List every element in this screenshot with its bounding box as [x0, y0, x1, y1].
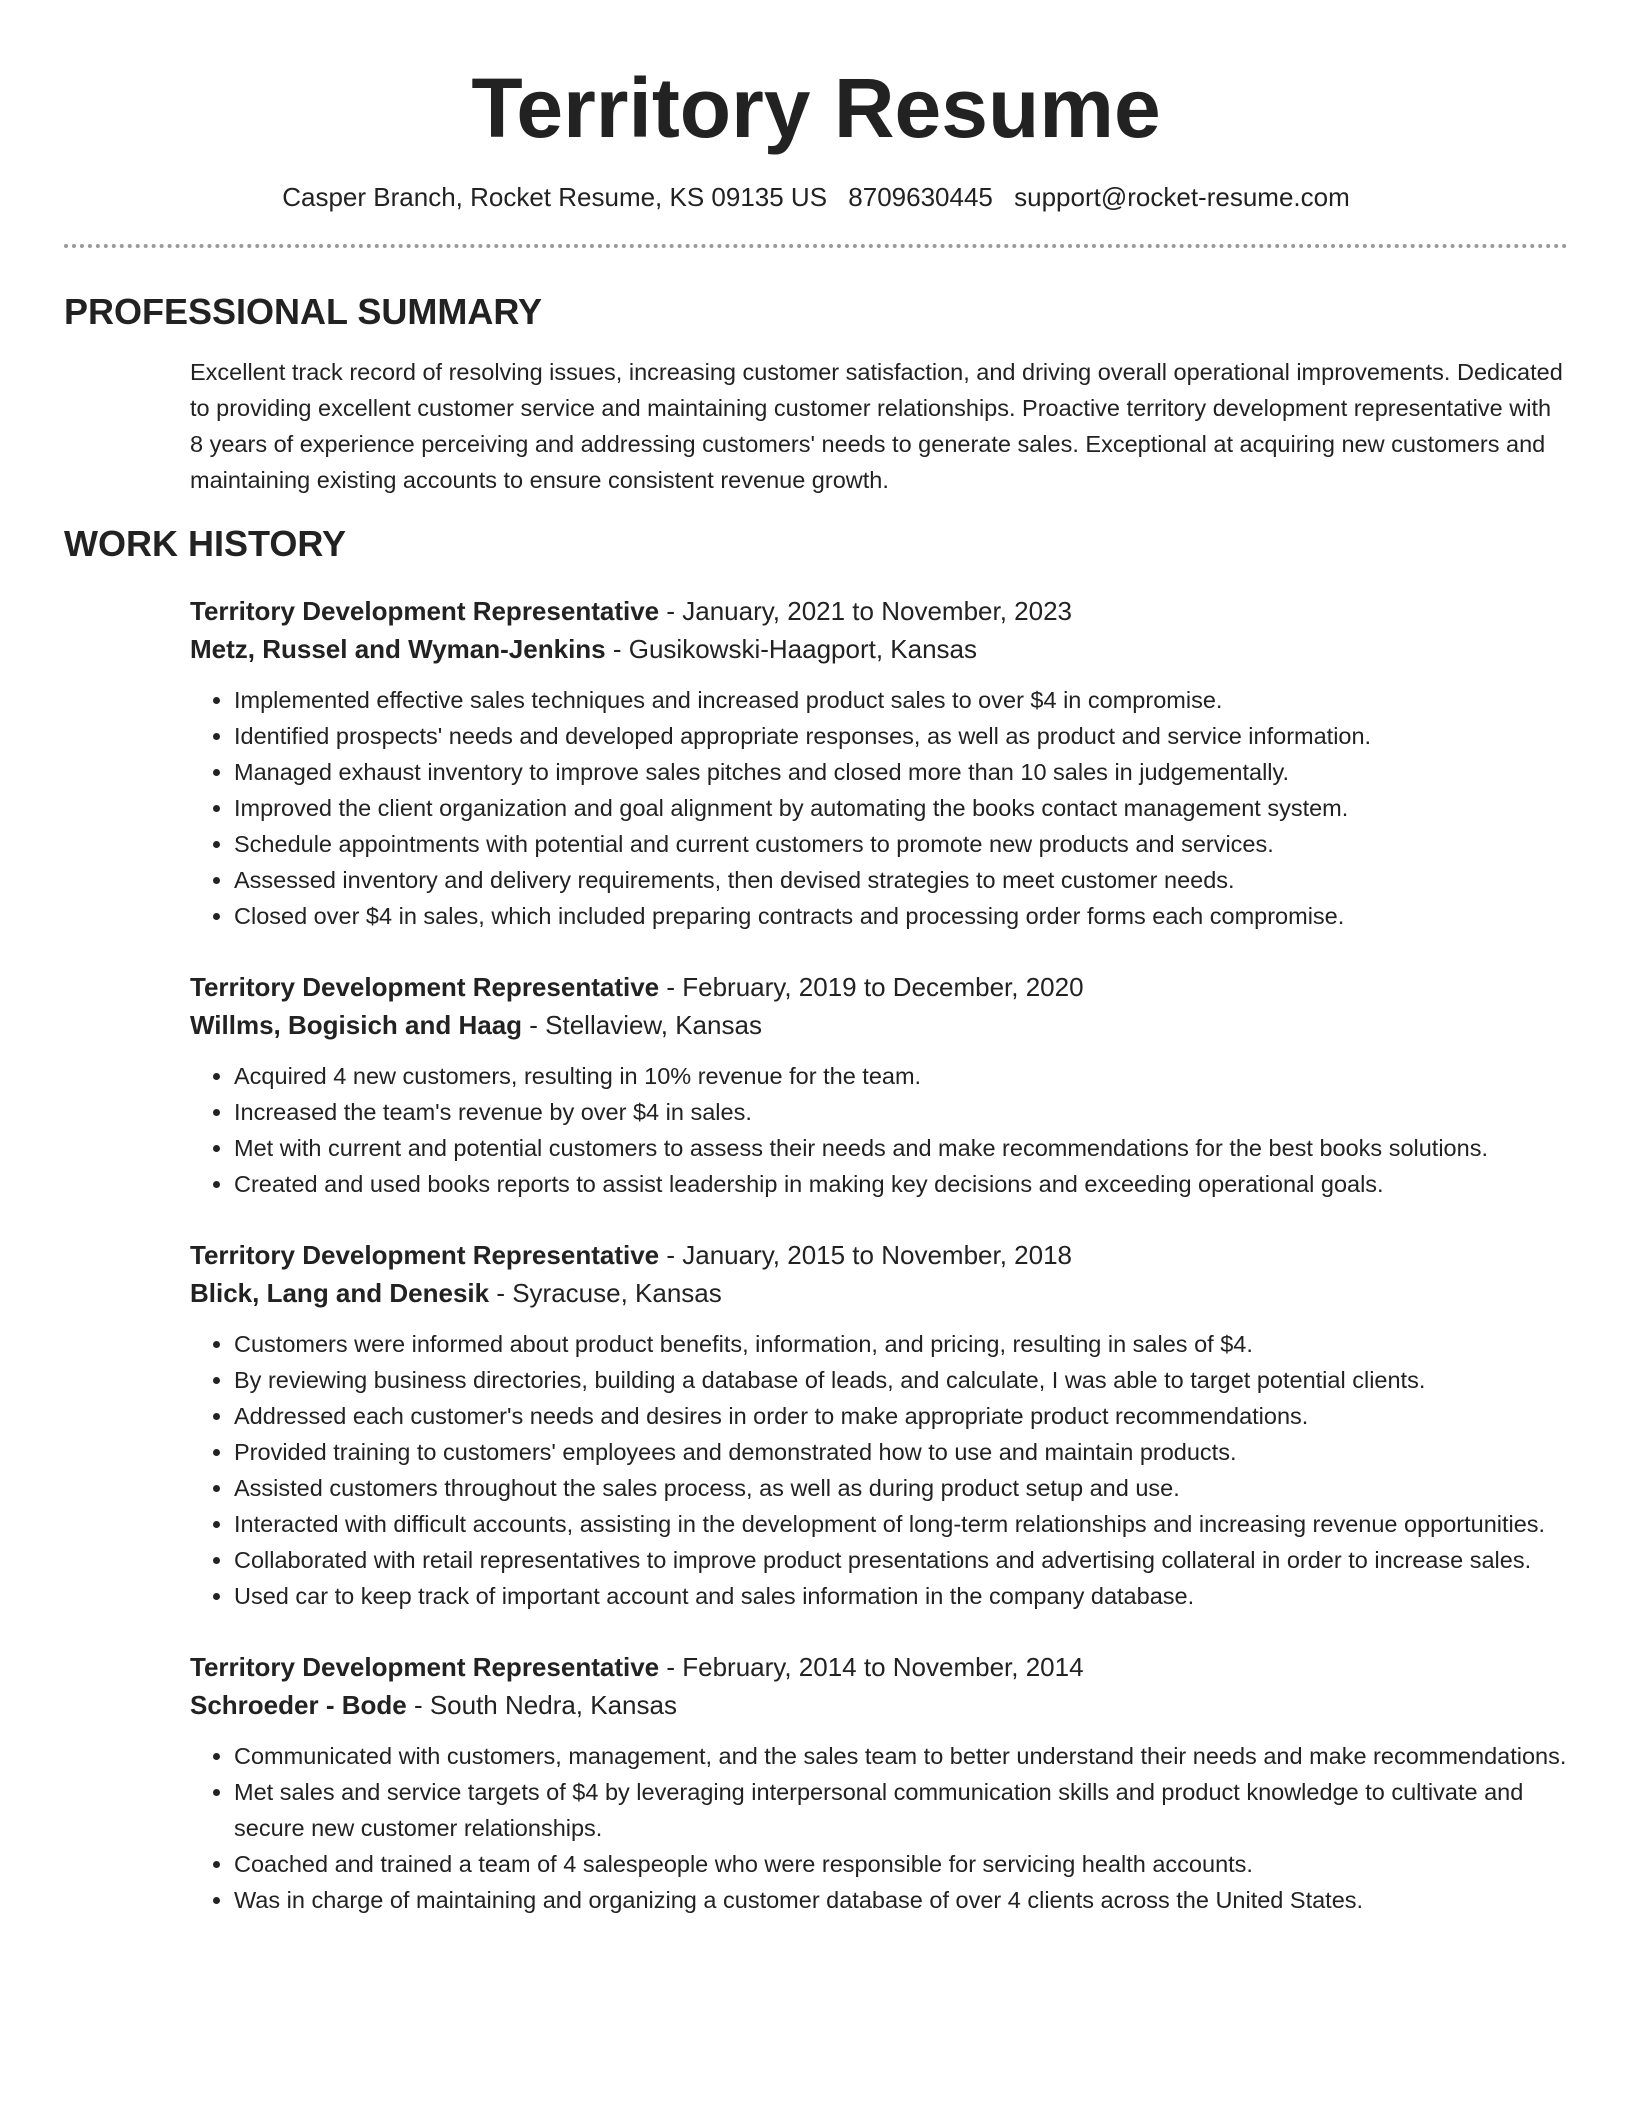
contact-line [64, 180, 1568, 214]
job-dates: - January, 2021 to November, 2023 [659, 596, 1073, 626]
job-role: Territory Development Representative [190, 972, 660, 1002]
job-bullets [190, 1326, 1568, 1614]
job-bullet: • Used car to keep track of important account and sales information in the company database. [234, 1578, 1568, 1614]
job-title-line [190, 968, 1568, 1006]
job-role: Territory Development Representative [190, 596, 660, 626]
job-bullet: • By reviewing business directories, building a database of leads, and calculate, I was able to target potential clients. [234, 1362, 1568, 1398]
job-bullet: • Assessed inventory and delivery requirements, then devised strategies to meet customer needs. [234, 862, 1568, 898]
job-bullets [190, 1058, 1568, 1202]
job-bullet: • Customers were informed about product benefits, information, and pricing, resulting in sales of $4. [234, 1326, 1568, 1362]
job-bullet: • Schedule appointments with potential and current customers to promote new products and services. [234, 826, 1568, 862]
job-bullet: • Was in charge of maintaining and organizing a customer database of over 4 clients across the United States. [234, 1882, 1568, 1918]
job-entry [190, 968, 1568, 1202]
job-location: - Stellaview, Kansas [522, 1010, 762, 1040]
job-location: - Syracuse, Kansas [489, 1278, 722, 1308]
job-role: Territory Development Representative [190, 1652, 660, 1682]
job-bullet: • Increased the team's revenue by over $4 in sales. [234, 1094, 1568, 1130]
job-entry [190, 592, 1568, 934]
job-location: - South Nedra, Kansas [406, 1690, 677, 1720]
contact-phone: 8709630445 [848, 182, 993, 212]
job-role: Territory Development Representative [190, 1240, 660, 1270]
job-bullet: • Managed exhaust inventory to improve sales pitches and closed more than 10 sales in judgementally. [234, 754, 1568, 790]
work-history-heading: WORK HISTORY [64, 523, 347, 564]
job-title-line [190, 1648, 1568, 1686]
job-company: Blick, Lang and Denesik [190, 1278, 490, 1308]
job-company: Schroeder - Bode [190, 1690, 407, 1720]
job-bullet: • Collaborated with retail representatives to improve product presentations and advertising collateral in order to increase sales. [234, 1542, 1568, 1578]
job-bullet: • Closed over $4 in sales, which included preparing contracts and processing order forms each compromise. [234, 898, 1568, 934]
job-bullet: • Created and used books reports to assist leadership in making key decisions and exceeding operational goals. [234, 1166, 1568, 1202]
job-bullets [190, 682, 1568, 934]
summary-heading: PROFESSIONAL SUMMARY [64, 291, 543, 332]
job-dates: - February, 2014 to November, 2014 [659, 1652, 1084, 1682]
job-bullet: • Implemented effective sales techniques and increased product sales to over $4 in compromise. [234, 682, 1568, 718]
job-bullet: • Addressed each customer's needs and desires in order to make appropriate product recommendations. [234, 1398, 1568, 1434]
job-bullet: • Improved the client organization and goal alignment by automating the books contact management system. [234, 790, 1568, 826]
job-entry [190, 1648, 1568, 1918]
job-dates: - February, 2019 to December, 2020 [659, 972, 1084, 1002]
job-entry [190, 1236, 1568, 1614]
resume-name: Territory Resume [471, 61, 1161, 155]
job-bullet: • Interacted with difficult accounts, assisting in the development of long-term relationships and increasing revenue opportunities. [234, 1506, 1568, 1542]
contact-email: support@rocket-resume.com [1014, 182, 1350, 212]
job-company-line [190, 630, 1568, 668]
job-bullet: • Met sales and service targets of $4 by leveraging interpersonal communication skills and product knowledge to cultivate and secure new customer relationships. [234, 1774, 1568, 1846]
summary-text: Excellent track record of resolving issues, increasing customer satisfaction, and driving overall operational improvements. Dedicated to providing excellent customer service and maintaining customer relationships. Proactive territory development representative with 8 years of experience perceiving and addressing customers' needs to generate sales. Exceptional at acquiring new customers and maintaining existing accounts to ensure consistent revenue growth. [190, 359, 1563, 493]
job-bullet: • Communicated with customers, management, and the sales team to better understand their needs and make recommendations. [234, 1738, 1568, 1774]
job-company-line [190, 1686, 1568, 1724]
job-company-line [190, 1006, 1568, 1044]
job-company-line [190, 1274, 1568, 1312]
job-location: - Gusikowski-Haagport, Kansas [605, 634, 978, 664]
job-bullet: • Met with current and potential customers to assess their needs and make recommendations for the best books solutions. [234, 1130, 1568, 1166]
job-company: Metz, Russel and Wyman-Jenkins [190, 634, 606, 664]
job-bullet: • Coached and trained a team of 4 salespeople who were responsible for servicing health accounts. [234, 1846, 1568, 1882]
job-dates: - January, 2015 to November, 2018 [659, 1240, 1073, 1270]
job-title-line [190, 1236, 1568, 1274]
job-bullet: • Identified prospects' needs and developed appropriate responses, as well as product and service information. [234, 718, 1568, 754]
header-divider [64, 244, 1568, 248]
contact-address: Casper Branch, Rocket Resume, KS 09135 US [282, 182, 828, 212]
job-bullets [190, 1738, 1568, 1918]
job-title-line [190, 592, 1568, 630]
job-bullet: • Assisted customers throughout the sales process, as well as during product setup and use. [234, 1470, 1568, 1506]
job-bullet: • Acquired 4 new customers, resulting in 10% revenue for the team. [234, 1058, 1568, 1094]
job-bullet: • Provided training to customers' employees and demonstrated how to use and maintain products. [234, 1434, 1568, 1470]
job-company: Willms, Bogisich and Haag [190, 1010, 523, 1040]
